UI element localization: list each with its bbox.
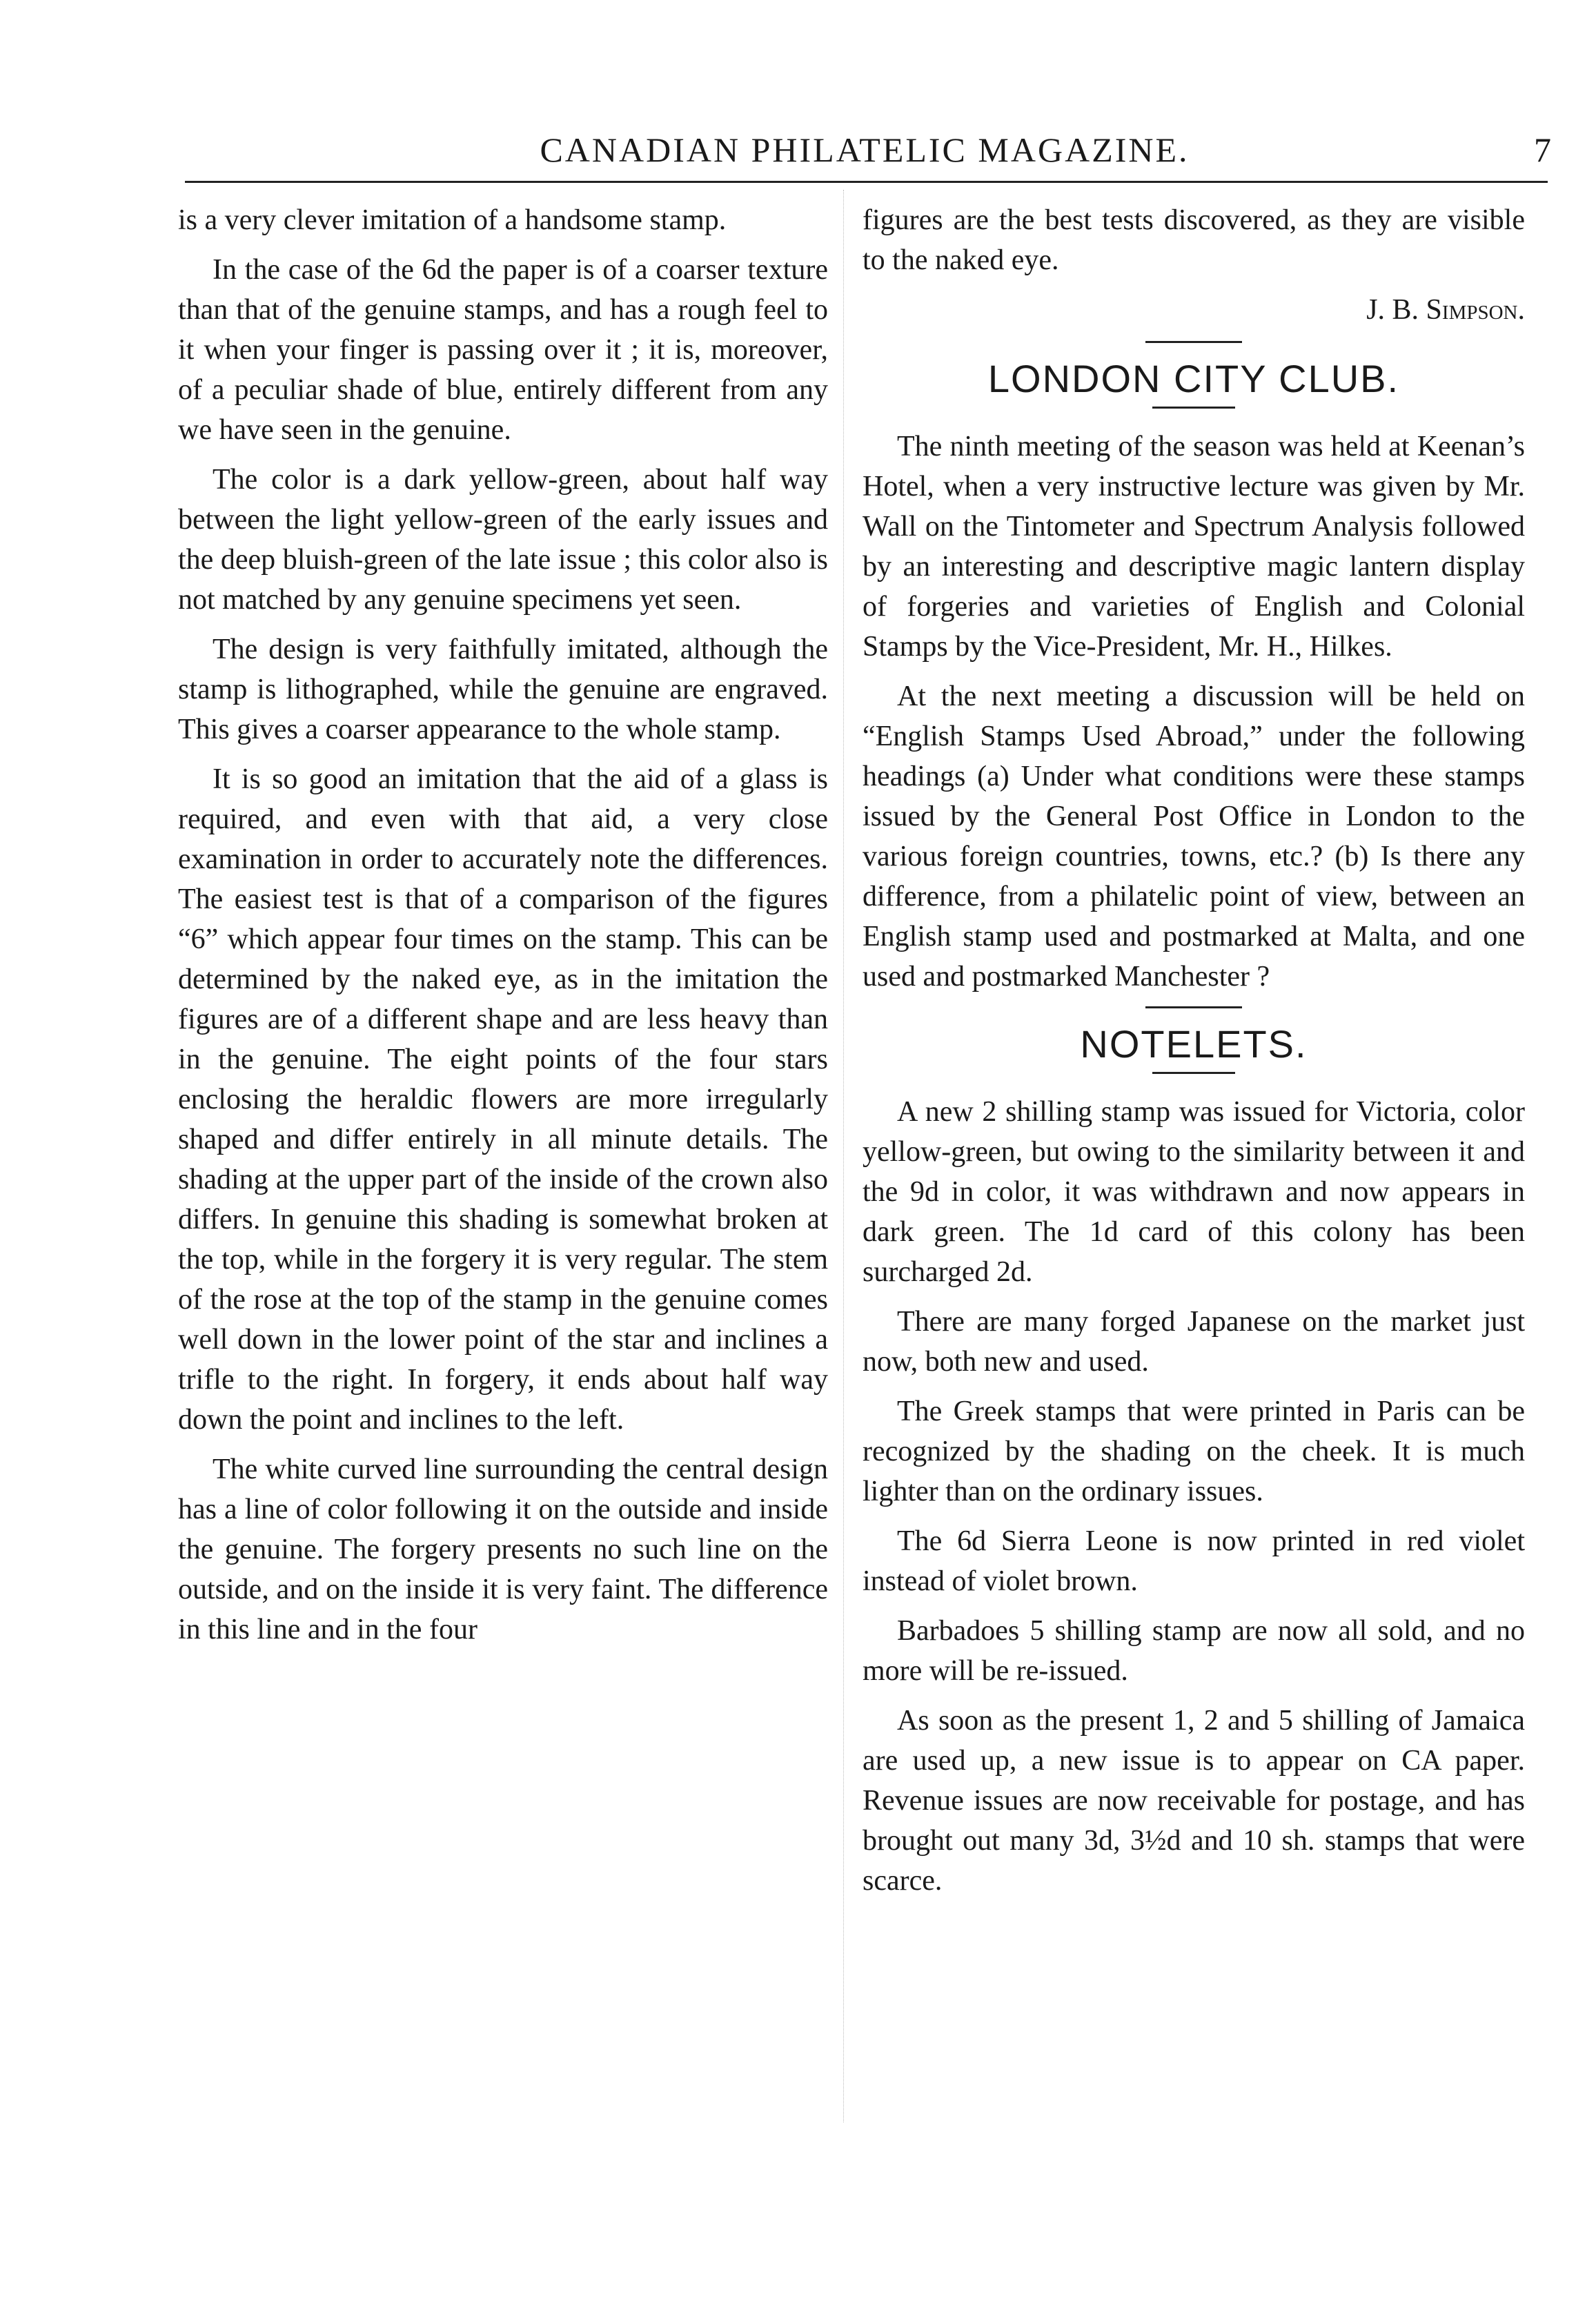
notelet-paragraph: The 6d Sierra Leone is now printed in red violet instead of violet brown.	[863, 1525, 1525, 1597]
section-rule	[1152, 407, 1235, 409]
section-rule	[1145, 1006, 1242, 1008]
column-divider	[843, 190, 844, 2122]
club-paragraph: At the next meeting a discussion will be held on “English Stamps Used Abroad,” under the following headings (a) Under what conditions were these stamps issued by the General Post Office in London to the various foreign countries, towns, etc.? (b) Is there any difference, from a philatelic point of view, between an English stamp used and postmarked at Malta, and one used and postmarked Manchester ?	[863, 681, 1525, 993]
running-title: CANADIAN PHILATELIC MAGAZINE.	[540, 130, 1190, 169]
article-paragraph: figures are the best tests discovered, as they are visible to the naked eye.	[863, 204, 1525, 276]
running-head	[178, 130, 1551, 178]
notelet-paragraph: As soon as the present 1, 2 and 5 shilling of Jamaica are used up, a new issue is to appear on CA paper. Revenue issues are now receivable for postage, and has brought out many 3d, 3½d and 10 sh. stamps that were scarce.	[863, 1705, 1525, 1897]
header-rule	[185, 181, 1548, 183]
author-signature	[863, 290, 1525, 330]
club-heading: LONDON CITY CLUB.	[987, 357, 1400, 400]
section-rule	[1145, 341, 1242, 343]
article-paragraph: The design is very faithfully imitated, although the stamp is lithographed, while the genuine are engraved. This gives a coarser appearance to the whole stamp.	[178, 634, 828, 745]
article-paragraph: In the case of the 6d the paper is of a coarser texture than that of the genuine stamps, and has a rough feel to it when your finger is passing over it ; it is, moreover, of a peculiar shade of blue, entirely different from any we have seen in the genuine.	[178, 254, 828, 446]
signature-surname: Simpson.	[1426, 294, 1525, 326]
article-paragraph: The white curved line surrounding the central design has a line of color following it on the outside and inside the genuine. The forgery presents no such line on the outside, and on the inside it is very faint. The difference in this line and in the four	[178, 1454, 828, 1645]
notelet-paragraph: A new 2 shilling stamp was issued for Victoria, color yellow-green, but owing to the similarity between it and the 9d in color, it was withdrawn and now appears in dark green. The 1d card of this colony has been surcharged 2d.	[863, 1096, 1525, 1288]
notelet-paragraph: The Greek stamps that were printed in Paris can be recognized by the shading on the cheek. It is much lighter than on the ordinary issues.	[863, 1396, 1525, 1507]
notelet-paragraph: Barbadoes 5 shilling stamp are now all sold, and no more will be re-issued.	[863, 1615, 1525, 1687]
notelet-paragraph: There are many forged Japanese on the market just now, both new and used.	[863, 1306, 1525, 1378]
right-column	[863, 200, 1525, 1910]
article-paragraph: The color is a dark yellow-green, about half way between the light yellow-green of the early issues and the deep bluish-green of the late issue ; this color also is not matched by any genuine specimens yet seen.	[178, 464, 828, 616]
signature-initials: J. B.	[1366, 294, 1419, 326]
article-paragraph: It is so good an imitation that the aid of a glass is required, and even with that aid, a very close examination in order to accurately note the differences. The easiest test is that of a comparison of the figures “6” which appear four times on the stamp. This can be determined by the naked eye, as in the imitation the figures are of a different shape and are less heavy than in the genuine. The eight points of the four stars enclosing the heraldic flowers are more irregularly shaped and differ entirely in all minute details. The shading at the upper part of the inside of the crown also differs. In genuine this shading is somewhat broken at the top, while in the forgery it is very regular. The stem of the rose at the top of the stamp in the genuine comes well down in the lower point of the star and inclines a trifle to the right. In forgery, it ends about half way down the point and inclines to the left.	[178, 763, 828, 1436]
page-number: 7	[1534, 130, 1551, 169]
article-paragraph: is a very clever imitation of a handsome stamp.	[178, 204, 727, 236]
notelets-heading: NOTELETS.	[1080, 1022, 1308, 1066]
section-rule	[1152, 1072, 1235, 1074]
club-paragraph: The ninth meeting of the season was held at Keenan’s Hotel, when a very instructive lecture was given by Mr. Wall on the Tintometer and Spectrum Analysis followed by an interesting and descriptive magic lantern display of forgeries and varieties of English and Colonial Stamps by the Vice-President, Mr. H., Hilkes.	[863, 431, 1525, 663]
left-column	[178, 200, 828, 1659]
